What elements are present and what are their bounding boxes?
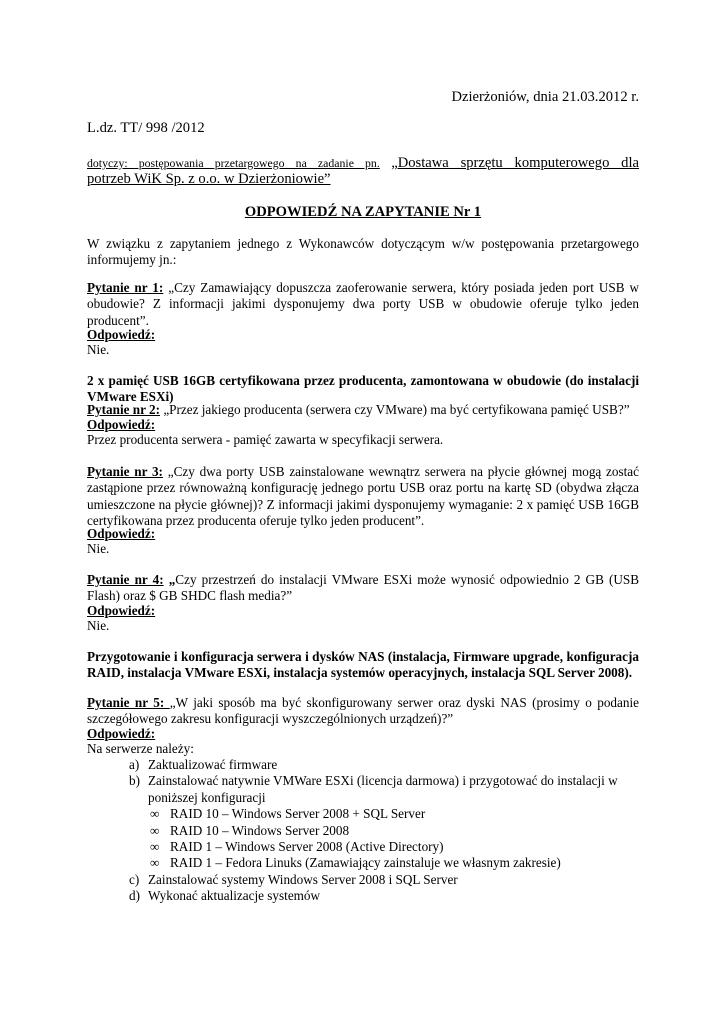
answer-5-label: Odpowiedź: <box>87 726 156 741</box>
list-item: a) Zaktualizować firmware <box>129 757 278 772</box>
list-item: d) Wykonać aktualizacje systemów <box>129 888 321 904</box>
reference-number: L.dz. TT/ 998 /2012 <box>87 120 205 136</box>
answer-4-label: Odpowiedź: <box>87 603 156 618</box>
answer-1-label: Odpowiedź: <box>87 327 156 342</box>
infinity-bullet-icon: ∞ <box>150 822 160 838</box>
page-title: ODPOWIEDŹ NA ZAPYTANIE Nr 1 <box>244 204 482 220</box>
answer-3: Nie. <box>87 541 110 556</box>
section-usb-heading: 2 x pamięć USB 16GB certyfikowana przez producenta, zamontowana w obudowie (do instalacji VMware ESXi) <box>87 373 639 405</box>
section-nas-heading: Przygotowanie i konfiguracja serwera i dysków NAS (instalacja, Firmware upgrade, konfiguracja RAID, instalacja VMware ESXi, instalacja systemów operacyjnych, instalacja SQL Server 2008). <box>87 649 639 681</box>
list-item: ∞ RAID 1 – Windows Server 2008 (Active Directory) <box>150 839 444 855</box>
list-item: ∞ RAID 1 – Fedora Linuks (Zamawiający zainstaluje we własnym zakresie) <box>150 855 561 871</box>
subject-line: dotyczy: postępowania przetargowego na zadanie pn. „Dostawa sprzętu komputerowego dla <box>87 155 639 171</box>
infinity-bullet-icon: ∞ <box>150 855 160 871</box>
list-item: ∞ RAID 10 – Windows Server 2008 + SQL Server <box>150 806 426 822</box>
question-1: Pytanie nr 1: „Czy Zamawiający dopuszcza zaoferowanie serwera, który posiada jeden port USB w obudowie? Z informacji jakimi dysponujemy dwa porty USB w obudowie oferuje tylko jeden producent”. <box>87 280 640 328</box>
answer-2-label: Odpowiedź: <box>87 417 156 432</box>
question-2: Pytanie nr 2: „Przez jakiego producenta (serwera czy VMware) ma być certyfikowana pamięć USB?” <box>87 402 630 417</box>
question-5: Pytanie nr 5: „W jaki sposób ma być skonfigurowany serwer oraz dyski NAS (prosimy o podanie szczegółowego zakresu konfiguracji wyszczególnionych urządzeń)?” <box>87 695 639 727</box>
answer-3-label: Odpowiedź: <box>87 526 156 541</box>
list-item: b) Zainstalować natywnie VMWare ESXi (licencja darmowa) i przygotować do instalacji w poniższej konfiguracji ∞ RAID 10 – Windows Server 2008 + SQL Server ∞ RAID 10 – Windows Server 2008 ∞ RAID 1 – Windows Server 2008 (Active Directory) ∞ RAID 1 – Fedora Linuks (Zamawiający zainstaluje we własnym zakresie) <box>87 773 639 871</box>
answer-4: Nie. <box>87 618 110 633</box>
intro-paragraph: W związku z zapytaniem jednego z Wykonawców dotyczącym w/w postępowania przetargowego informujemy jn.: <box>87 236 639 268</box>
question-3: Pytanie nr 3: „Czy dwa porty USB zainstalowane wewnątrz serwera na płycie głównej mogą zostać zastąpione przez równoważną konfigurację jednego portu USB oraz portu na kartę SD (obydwa złącza umieszczone na płycie głównej)? Z informacji jakimi dysponujemy wymaganie: 2 x pamięć USB 16GB certyfikowana przez producenta oferuje tylko jeden producent”. <box>87 464 639 529</box>
place-date: Dzierżoniów, dnia 21.03.2012 r. <box>451 89 639 105</box>
list-item: c) Zainstalować systemy Windows Server 2008 i SQL Server <box>129 871 458 887</box>
infinity-bullet-icon: ∞ <box>150 839 160 855</box>
answer-1: Nie. <box>87 342 110 357</box>
subject-line-2: potrzeb WiK Sp. z o.o. w Dzierżoniowie” <box>87 171 331 187</box>
list-item: ∞ RAID 10 – Windows Server 2008 <box>150 822 350 838</box>
question-4: Pytanie nr 4: „Czy przestrzeń do instalacji VMware ESXi może wynosić odpowiednio 2 GB (USB Flash) oraz $ GB SHDC flash media?” <box>87 572 640 604</box>
answer-2: Przez producenta serwera - pamięć zawarta w specyfikacji serwera. <box>87 432 444 447</box>
infinity-bullet-icon: ∞ <box>150 806 160 822</box>
raid-list <box>87 806 639 872</box>
answer-5-intro: Na serwerze należy: <box>87 741 194 756</box>
steps-list <box>87 757 639 905</box>
